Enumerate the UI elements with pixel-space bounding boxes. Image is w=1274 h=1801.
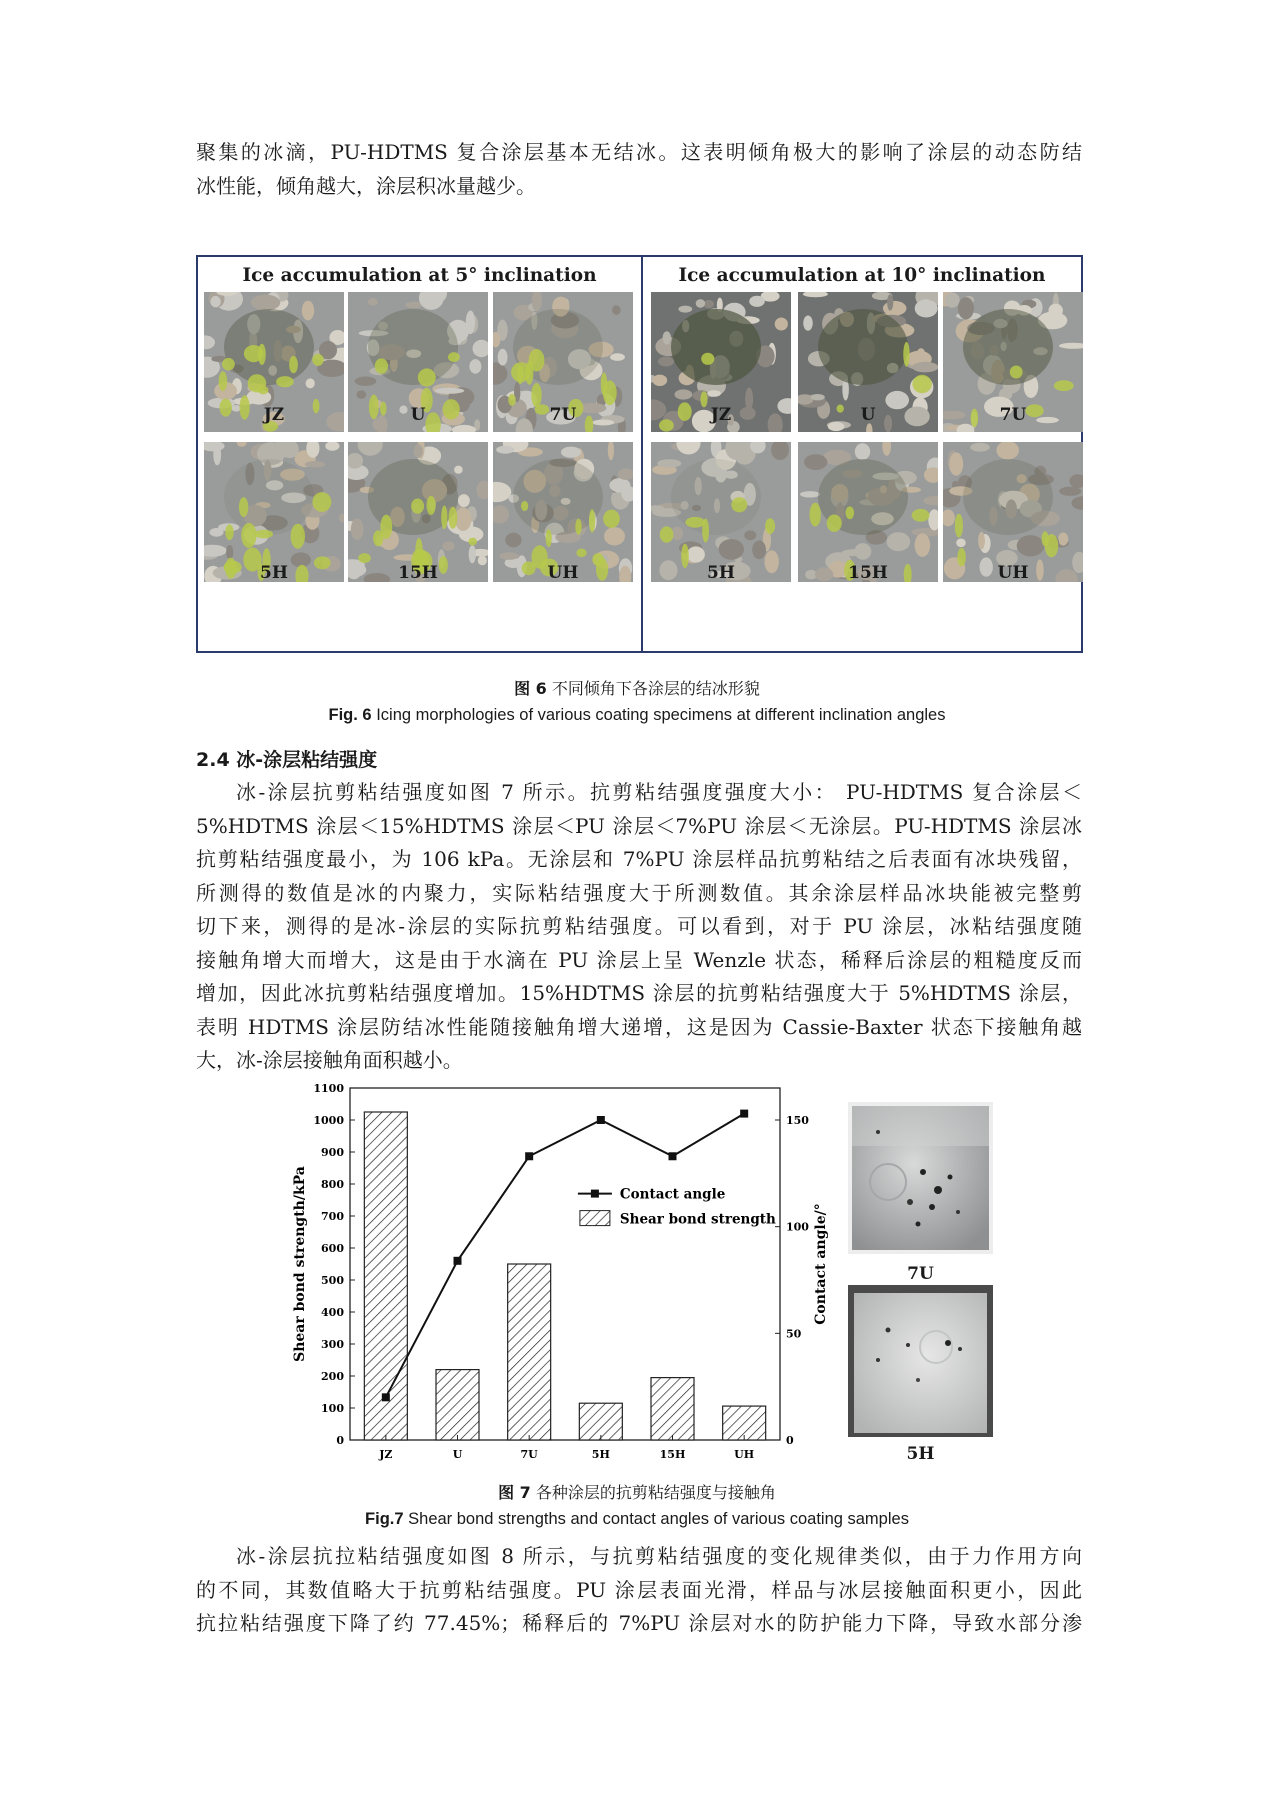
figure-6-panel xyxy=(196,255,1083,653)
y-tick-label: 800 xyxy=(321,1178,344,1191)
y-tick-label: 300 xyxy=(321,1338,344,1351)
figure-number: 图 7 xyxy=(498,1483,531,1502)
y2-axis-label: Contact angle/° xyxy=(813,1203,829,1325)
text-line: 大，冰-涂层接触角面积越小。 xyxy=(196,1048,463,1072)
contact-angle-point xyxy=(382,1393,390,1401)
text-line: 5%HDTMS 涂层＜15%HDTMS 涂层＜PU 涂层＜7%PU 涂层＜无涂层。PU-HDTMS 涂层冰 xyxy=(196,813,1082,838)
y-tick-label: 700 xyxy=(321,1210,344,1223)
legend-label: Shear bond strength xyxy=(619,1211,776,1228)
y2-tick-label: 100 xyxy=(786,1220,809,1234)
shear-bar xyxy=(651,1378,694,1440)
photo-label: 7U xyxy=(907,1264,934,1284)
sample-label: 15H xyxy=(848,563,888,583)
y-tick-label: 400 xyxy=(321,1306,344,1319)
figure-number: 图 6 xyxy=(514,679,547,698)
sample-label: 7U xyxy=(549,405,577,425)
y-tick-label: 1000 xyxy=(313,1114,344,1127)
contact-angle-line xyxy=(386,1114,744,1398)
panel-title: Ice accumulation at 10° inclination xyxy=(678,265,1046,286)
sample-label: UH xyxy=(547,563,579,583)
text-line: 表明 HDTMS 涂层防结冰性能随接触角增大递增，这是因为 Cassie-Baxter 状态下接触角越 xyxy=(196,1014,1082,1039)
legend-label: Contact angle xyxy=(619,1186,726,1203)
shear-bar xyxy=(364,1112,407,1440)
figure-6-caption-cn xyxy=(0,676,1274,699)
caption-text: 不同倾角下各涂层的结冰形貌 xyxy=(551,679,760,698)
text-line: 增加，因此冰抗剪粘结强度增加。15%HDTMS 涂层的抗剪粘结强度大于 5%HDTMS 涂层， xyxy=(196,981,1082,1005)
text-line: 的不同，其数值略大于抗剪粘结强度。PU 涂层表面光滑，样品与冰层接触面积更小，因此 xyxy=(196,1577,1082,1602)
legend-bar-swatch xyxy=(580,1211,610,1226)
shear-bar xyxy=(579,1403,622,1440)
contact-angle-point xyxy=(525,1152,533,1160)
y-tick-label: 1100 xyxy=(313,1082,344,1095)
caption-text: Shear bond strengths and contact angles of various coating samples xyxy=(408,1510,909,1528)
y2-tick-label: 150 xyxy=(786,1114,809,1127)
y-tick-label: 500 xyxy=(321,1274,344,1287)
sample-label: JZ xyxy=(263,405,285,425)
sample-label: 5H xyxy=(260,563,288,583)
sample-label: U xyxy=(860,405,876,425)
text-line: 聚集的冰滴，PU-HDTMS 复合涂层基本无结冰。这表明倾角极大的影响了涂层的动态防结 xyxy=(196,140,1082,164)
contact-angle-point xyxy=(597,1116,605,1124)
final-paragraph xyxy=(196,1540,1082,1641)
ice-sample-photo xyxy=(493,442,633,582)
sample-label: UH xyxy=(997,563,1029,583)
y-tick-label: 0 xyxy=(336,1434,344,1447)
sample-photo-7u xyxy=(848,1102,993,1254)
sample-photo-5h xyxy=(848,1285,993,1437)
sample-label: JZ xyxy=(710,405,732,425)
y2-tick-label: 0 xyxy=(786,1434,794,1447)
shear-bar xyxy=(436,1370,479,1440)
text-line: 抗拉粘结强度下降了约 77.45%；稀释后的 7%PU 涂层对水的防护能力下降，导致水部分渗 xyxy=(196,1611,1082,1635)
text-line: 冰-涂层抗剪粘结强度如图 7 所示。抗剪粘结强度强度大小： PU-HDTMS 复合涂层＜ xyxy=(236,780,1082,804)
section-heading: 2.4 冰-涂层粘结强度 xyxy=(196,749,378,771)
sample-label: 7U xyxy=(999,405,1027,425)
ice-sample-photo xyxy=(798,442,938,582)
shear-bar xyxy=(723,1406,766,1440)
sample-label: 5H xyxy=(707,563,735,583)
x-tick-label: JZ xyxy=(379,1448,393,1461)
y-axis-label: Shear bond strength/kPa xyxy=(292,1166,308,1362)
intro-paragraph xyxy=(196,136,1082,203)
panel-title: Ice accumulation at 5° inclination xyxy=(242,265,597,286)
y-tick-label: 200 xyxy=(321,1370,344,1383)
text-line: 冰性能，倾角越大，涂层积冰量越少。 xyxy=(196,173,536,198)
y-tick-label: 900 xyxy=(321,1146,344,1159)
x-tick-label: UH xyxy=(734,1448,755,1461)
plot-frame xyxy=(350,1088,780,1440)
figure-6-caption-en xyxy=(0,706,1274,725)
text-line: 所测得的数值是冰的内聚力，实际粘结强度大于所测数值。其余涂层样品冰块能被完整剪 xyxy=(196,880,1082,905)
sample-label: U xyxy=(410,405,426,425)
y-tick-label: 100 xyxy=(321,1402,344,1415)
ice-sample-photo xyxy=(204,442,344,582)
figure-7-caption-cn xyxy=(0,1480,1274,1503)
ice-sample-photo xyxy=(651,442,791,582)
contact-angle-point xyxy=(740,1110,748,1118)
ice-sample-photo xyxy=(348,442,488,582)
caption-text: 各种涂层的抗剪粘结强度与接触角 xyxy=(535,1483,776,1502)
x-tick-label: 7U xyxy=(520,1448,538,1461)
y-tick-label: 600 xyxy=(321,1242,344,1255)
contact-angle-point xyxy=(669,1152,677,1160)
section-paragraph xyxy=(196,776,1082,1078)
x-tick-label: 15H xyxy=(659,1448,686,1461)
figure-number: Fig. 6 xyxy=(328,706,372,724)
caption-text: Icing morphologies of various coating specimens at different inclination angles xyxy=(376,706,946,724)
legend-marker xyxy=(591,1190,599,1198)
photo-label: 5H xyxy=(906,1444,935,1464)
figure-7-caption-en xyxy=(0,1510,1274,1529)
text-line: 抗剪粘结强度最小，为 106 kPa。无涂层和 7%PU 涂层样品抗剪粘结之后表面有冰块残留， xyxy=(196,847,1082,871)
figure-number: Fig.7 xyxy=(365,1510,404,1528)
x-tick-label: 5H xyxy=(591,1448,610,1461)
text-line: 冰-涂层抗拉粘结强度如图 8 所示，与抗剪粘结强度的变化规律类似，由于力作用方向 xyxy=(236,1544,1082,1568)
text-line: 接触角增大而增大，这是由于水滴在 PU 涂层上呈 Wenzle 状态，稀释后涂层的粗糙度反而 xyxy=(196,947,1082,972)
text-line: 切下来，测得的是冰-涂层的实际抗剪粘结强度。可以看到，对于 PU 涂层，冰粘结强度随 xyxy=(196,914,1082,938)
sample-label: 15H xyxy=(398,563,438,583)
y2-tick-label: 50 xyxy=(786,1327,802,1341)
shear-bond-chart xyxy=(280,1075,840,1465)
ice-sample-photo xyxy=(943,442,1083,582)
shear-bar xyxy=(508,1264,551,1440)
x-tick-label: U xyxy=(452,1448,463,1461)
contact-angle-point xyxy=(454,1257,462,1265)
